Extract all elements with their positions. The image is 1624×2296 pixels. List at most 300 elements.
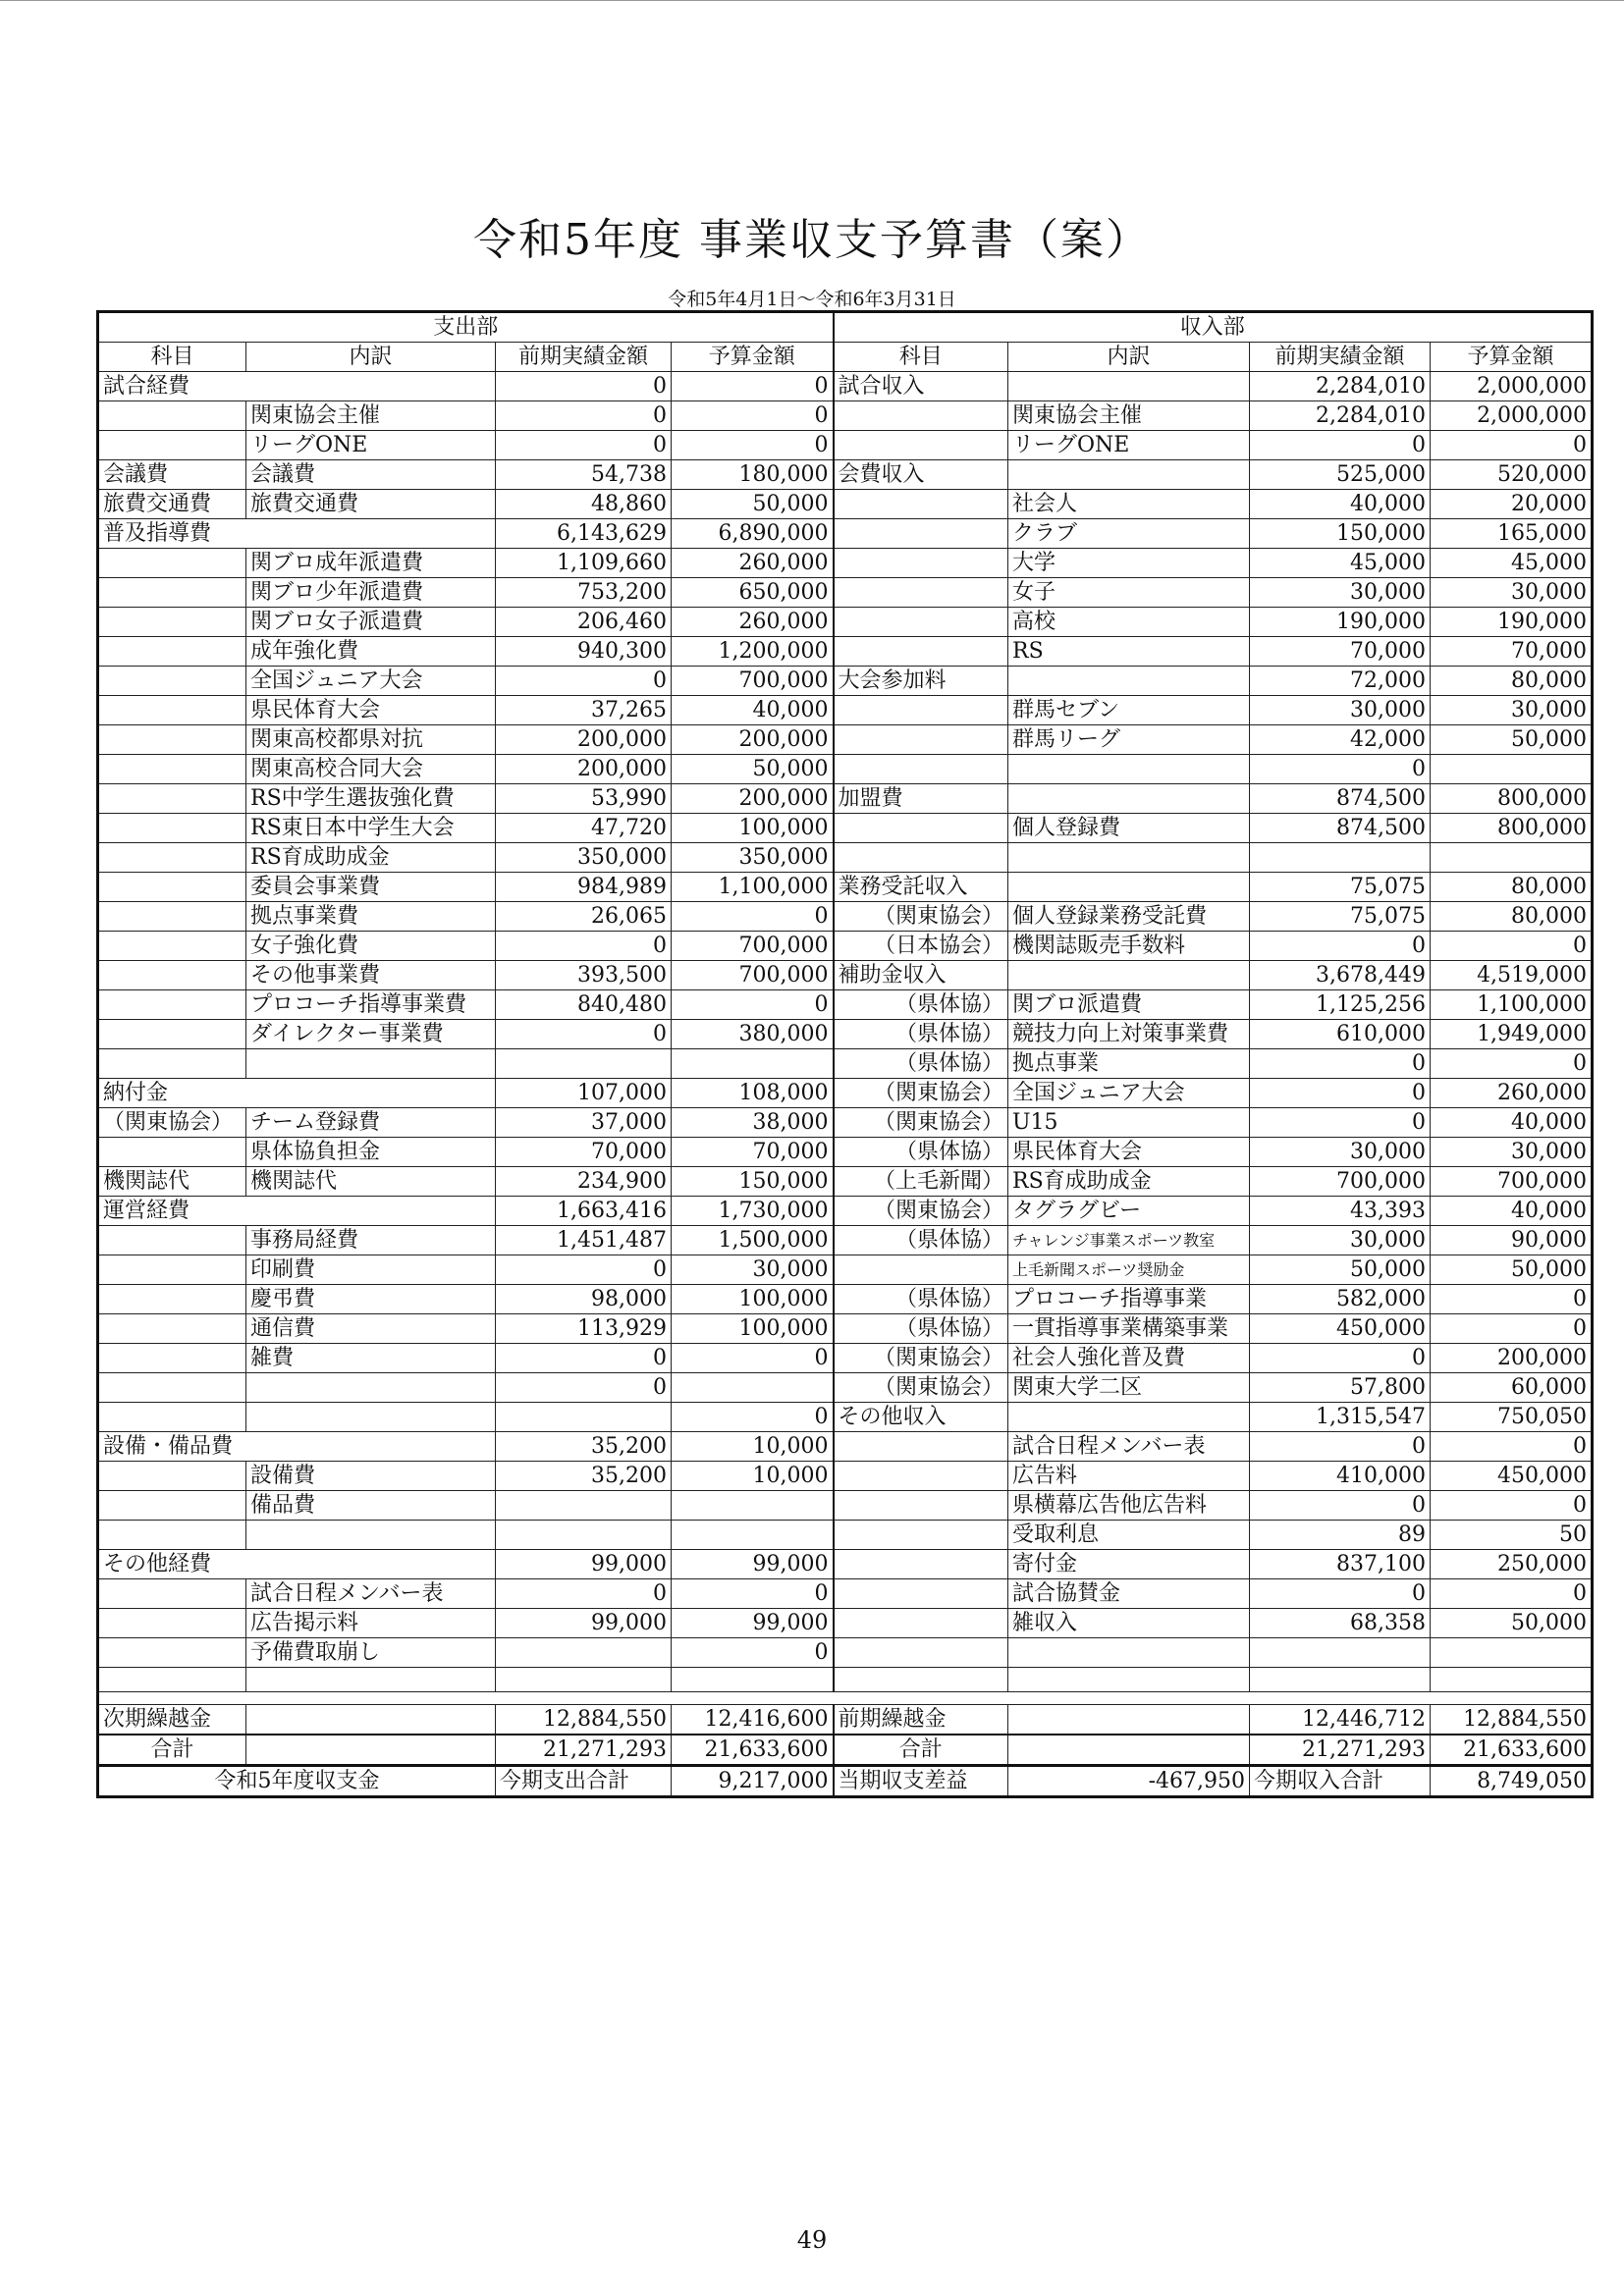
table-row: [98, 1403, 1593, 1432]
expense-category: [98, 755, 246, 784]
table-row: [98, 814, 1593, 843]
expense-category: [98, 1462, 246, 1491]
page-number: 49: [796, 2226, 828, 2254]
expense-category: [98, 1314, 246, 1344]
expense-category: [98, 784, 246, 814]
income-category: （県体協）: [834, 1049, 1008, 1079]
expense-budget-amount: 40,000: [672, 696, 834, 725]
income-category: 会費収入: [834, 460, 1008, 490]
expense-budget-amount: 50,000: [672, 755, 834, 784]
col-header: 内訳: [246, 343, 496, 372]
annual-balance-label: 令和5年度収支金: [98, 1766, 496, 1797]
income-category: [834, 401, 1008, 431]
expense-category: [98, 608, 246, 637]
table-row: [98, 784, 1593, 814]
income-budget-amount: 0: [1431, 1491, 1593, 1521]
income-budget-amount: 45,000: [1431, 549, 1593, 578]
income-prev-amount: 30,000: [1250, 578, 1431, 608]
income-prev-amount: 0: [1250, 1491, 1431, 1521]
table-row: [98, 1108, 1593, 1138]
expense-total-label: 今期支出合計: [496, 1766, 672, 1797]
expense-detail: RS中学生選抜強化費: [246, 784, 496, 814]
table-row: [98, 1197, 1593, 1226]
expense-category: [98, 902, 246, 932]
income-budget-amount: 70,000: [1431, 637, 1593, 667]
expense-detail: [246, 1403, 496, 1432]
income-detail: 雑収入: [1008, 1609, 1250, 1638]
income-detail: 上毛新聞スポーツ奨励金: [1008, 1255, 1250, 1285]
income-prev-amount: 40,000: [1250, 490, 1431, 519]
income-prev-amount: 450,000: [1250, 1314, 1431, 1344]
income-category: [834, 1638, 1008, 1668]
income-prev-amount: 582,000: [1250, 1285, 1431, 1314]
expense-prev-amount: 47,720: [496, 814, 672, 843]
income-category: [834, 431, 1008, 460]
income-prev-amount: 410,000: [1250, 1462, 1431, 1491]
document-title: 令和5年度 事業収支予算書（案）: [473, 215, 1151, 265]
expense-detail: その他事業費: [246, 961, 496, 990]
income-budget-amount: 1,100,000: [1431, 990, 1593, 1020]
expense-budget-amount: 38,000: [672, 1108, 834, 1138]
expense-budget-amount: 350,000: [672, 843, 834, 873]
fiscal-period: 令和5年4月1日～令和6年3月31日: [668, 289, 956, 310]
income-detail: 寄付金: [1008, 1550, 1250, 1579]
income-category: [834, 549, 1008, 578]
expense-category: [98, 990, 246, 1020]
income-category: 大会参加料: [834, 667, 1008, 696]
expense-budget-amount: 0: [672, 1579, 834, 1609]
income-prev-amount: 874,500: [1250, 784, 1431, 814]
expense-detail: 関東高校合同大会: [246, 755, 496, 784]
expense-prev-amount: 35,200: [496, 1462, 672, 1491]
expense-category: [98, 1255, 246, 1285]
total-income-label: 合計: [834, 1735, 1008, 1766]
income-prev-amount: 30,000: [1250, 1138, 1431, 1167]
expense-category: [98, 873, 246, 902]
income-prev-amount: 70,000: [1250, 637, 1431, 667]
income-prev-amount: 42,000: [1250, 725, 1431, 755]
expense-detail: リーグONE: [246, 431, 496, 460]
expense-category: [98, 1403, 246, 1432]
col-header: 前期実績金額: [496, 343, 672, 372]
income-budget-amount: 750,050: [1431, 1403, 1593, 1432]
income-detail: 広告料: [1008, 1462, 1250, 1491]
income-category: （関東協会）: [834, 1344, 1008, 1373]
expense-detail: 関東協会主催: [246, 401, 496, 431]
budget-table: [96, 310, 1594, 1798]
income-budget-amount: 2,000,000: [1431, 372, 1593, 401]
income-prev-amount: 0: [1250, 755, 1431, 784]
expense-detail: 広告掲示料: [246, 1609, 496, 1638]
income-prev-amount: 150,000: [1250, 519, 1431, 549]
income-category: [834, 637, 1008, 667]
expense-category: [98, 1491, 246, 1521]
expense-category: [98, 1373, 246, 1403]
expense-prev-amount: 37,265: [496, 696, 672, 725]
expense-budget-amount: [672, 1521, 834, 1550]
income-budget-amount: 80,000: [1431, 667, 1593, 696]
expense-detail: [246, 1049, 496, 1079]
income-category: [834, 1579, 1008, 1609]
income-prev-amount: [1250, 1638, 1431, 1668]
table-row: [98, 1373, 1593, 1403]
table-row: [98, 372, 1593, 401]
income-prev-amount: 0: [1250, 932, 1431, 961]
income-prev-amount: 0: [1250, 1344, 1431, 1373]
expense-prev-amount: 840,480: [496, 990, 672, 1020]
income-detail: 一貫指導事業構築事業: [1008, 1314, 1250, 1344]
total-label: 合計: [98, 1735, 246, 1766]
expense-budget-amount: 99,000: [672, 1550, 834, 1579]
expense-prev-amount: 0: [496, 1579, 672, 1609]
income-total-value: 8,749,050: [1431, 1766, 1593, 1797]
expense-budget-amount: 1,730,000: [672, 1197, 834, 1226]
table-row: [98, 1638, 1593, 1668]
expense-prev-amount: 984,989: [496, 873, 672, 902]
expense-prev-amount: 753,200: [496, 578, 672, 608]
income-detail: 個人登録費: [1008, 814, 1250, 843]
expense-detail: 女子強化費: [246, 932, 496, 961]
income-prev-amount: 57,800: [1250, 1373, 1431, 1403]
income-detail: RS育成助成金: [1008, 1167, 1250, 1197]
income-budget-amount: 520,000: [1431, 460, 1593, 490]
income-detail: 全国ジュニア大会: [1008, 1079, 1250, 1108]
expense-category: 機関誌代: [98, 1167, 246, 1197]
income-budget-amount: 30,000: [1431, 1138, 1593, 1167]
expense-prev-amount: 206,460: [496, 608, 672, 637]
income-prev-amount: 45,000: [1250, 549, 1431, 578]
table-row: [98, 961, 1593, 990]
expense-budget-amount: [672, 1373, 834, 1403]
table-row: [98, 1226, 1593, 1255]
income-category: [834, 490, 1008, 519]
income-prev-amount: 2,284,010: [1250, 372, 1431, 401]
income-detail: 群馬セブン: [1008, 696, 1250, 725]
carry-over-detail: [246, 1705, 496, 1735]
expense-prev-amount: 0: [496, 1020, 672, 1049]
income-prev-amount: 2,284,010: [1250, 401, 1431, 431]
income-detail: [1008, 873, 1250, 902]
income-category: [834, 696, 1008, 725]
expense-category: [98, 401, 246, 431]
income-category: [834, 1491, 1008, 1521]
budget-body: [98, 372, 1593, 1668]
income-prev-amount: 700,000: [1250, 1167, 1431, 1197]
income-category: [834, 608, 1008, 637]
income-category: 業務受託収入: [834, 873, 1008, 902]
income-detail: 試合日程メンバー表: [1008, 1432, 1250, 1462]
income-budget-amount: 0: [1431, 1432, 1593, 1462]
income-category: [834, 814, 1008, 843]
expense-budget-amount: 10,000: [672, 1432, 834, 1462]
expense-budget-amount: 1,200,000: [672, 637, 834, 667]
expense-budget-amount: 700,000: [672, 961, 834, 990]
expense-budget-amount: 260,000: [672, 608, 834, 637]
expense-detail: 試合日程メンバー表: [246, 1579, 496, 1609]
expense-prev-amount: 0: [496, 932, 672, 961]
expense-section-header: 支出部: [98, 312, 834, 343]
table-row: [98, 1255, 1593, 1285]
income-detail: [1008, 1403, 1250, 1432]
table-row: [98, 725, 1593, 755]
income-prev-amount: 3,678,449: [1250, 961, 1431, 990]
expense-prev-amount: 200,000: [496, 725, 672, 755]
income-prev-amount: [1250, 843, 1431, 873]
expense-detail: 全国ジュニア大会: [246, 667, 496, 696]
income-budget-amount: 50,000: [1431, 1609, 1593, 1638]
income-budget-amount: [1431, 755, 1593, 784]
expense-budget-amount: 700,000: [672, 932, 834, 961]
expense-category: [98, 1226, 246, 1255]
expense-prev-amount: 0: [496, 401, 672, 431]
income-section-header: 収入部: [834, 312, 1593, 343]
expense-category: その他経費: [98, 1550, 496, 1579]
expense-budget-amount: 108,000: [672, 1079, 834, 1108]
income-prev-amount: 874,500: [1250, 814, 1431, 843]
income-prev-amount: 50,000: [1250, 1255, 1431, 1285]
income-category: （県体協）: [834, 1314, 1008, 1344]
income-budget-amount: 260,000: [1431, 1079, 1593, 1108]
income-budget-amount: 50: [1431, 1521, 1593, 1550]
table-row: [98, 1550, 1593, 1579]
income-category: [834, 843, 1008, 873]
col-header: 科目: [834, 343, 1008, 372]
table-row: [98, 1609, 1593, 1638]
income-category: [834, 519, 1008, 549]
carry-over-prev-income: 12,446,712: [1250, 1705, 1431, 1735]
expense-budget-amount: 10,000: [672, 1462, 834, 1491]
table-row: [98, 1167, 1593, 1197]
carry-over-budget-expense: 12,416,600: [672, 1705, 834, 1735]
expense-detail: RS東日本中学生大会: [246, 814, 496, 843]
expense-category: [98, 549, 246, 578]
expense-category: [98, 725, 246, 755]
income-detail: 関ブロ派遣費: [1008, 990, 1250, 1020]
income-budget-amount: 80,000: [1431, 902, 1593, 932]
income-budget-amount: 800,000: [1431, 784, 1593, 814]
balance-diff-label: 当期収支差益: [834, 1766, 1008, 1797]
expense-detail: 関ブロ少年派遣費: [246, 578, 496, 608]
table-row: [98, 902, 1593, 932]
expense-budget-amount: 380,000: [672, 1020, 834, 1049]
income-prev-amount: 1,125,256: [1250, 990, 1431, 1020]
income-budget-amount: [1431, 843, 1593, 873]
income-detail: 大学: [1008, 549, 1250, 578]
expense-budget-amount: 0: [672, 431, 834, 460]
income-category: [834, 1521, 1008, 1550]
income-category: （県体協）: [834, 1226, 1008, 1255]
table-row: [98, 1079, 1593, 1108]
income-detail: 県横幕広告他広告料: [1008, 1491, 1250, 1521]
income-category: 加盟費: [834, 784, 1008, 814]
expense-budget-amount: 6,890,000: [672, 519, 834, 549]
total-budget-income: 21,633,600: [1431, 1735, 1593, 1766]
income-budget-amount: 90,000: [1431, 1226, 1593, 1255]
income-prev-amount: 525,000: [1250, 460, 1431, 490]
expense-category: 納付金: [98, 1079, 496, 1108]
income-detail: 社会人強化普及費: [1008, 1344, 1250, 1373]
expense-prev-amount: 0: [496, 431, 672, 460]
income-category: （県体協）: [834, 990, 1008, 1020]
income-budget-amount: 4,519,000: [1431, 961, 1593, 990]
expense-budget-amount: 100,000: [672, 1314, 834, 1344]
table-row: [98, 431, 1593, 460]
expense-prev-amount: 200,000: [496, 755, 672, 784]
expense-budget-amount: 100,000: [672, 1285, 834, 1314]
expense-budget-amount: 200,000: [672, 725, 834, 755]
expense-budget-amount: 1,500,000: [672, 1226, 834, 1255]
expense-prev-amount: 0: [496, 1373, 672, 1403]
expense-prev-amount: 1,663,416: [496, 1197, 672, 1226]
expense-budget-amount: 0: [672, 990, 834, 1020]
income-prev-amount: 0: [1250, 431, 1431, 460]
income-detail: RS: [1008, 637, 1250, 667]
expense-category: [98, 814, 246, 843]
expense-detail: 備品費: [246, 1491, 496, 1521]
income-category: [834, 1432, 1008, 1462]
income-prev-amount: 72,000: [1250, 667, 1431, 696]
expense-budget-amount: 180,000: [672, 460, 834, 490]
table-row: [98, 549, 1593, 578]
expense-detail: チーム登録費: [246, 1108, 496, 1138]
table-row: [98, 696, 1593, 725]
expense-category: [98, 1609, 246, 1638]
table-row: [98, 637, 1593, 667]
annual-balance-row: [98, 1766, 1593, 1797]
expense-detail: RS育成助成金: [246, 843, 496, 873]
expense-detail: 拠点事業費: [246, 902, 496, 932]
expense-detail: 事務局経費: [246, 1226, 496, 1255]
expense-category: [98, 1020, 246, 1049]
expense-total-value: 9,217,000: [672, 1766, 834, 1797]
table-row: [98, 608, 1593, 637]
expense-category: [98, 696, 246, 725]
expense-prev-amount: 6,143,629: [496, 519, 672, 549]
income-budget-amount: 40,000: [1431, 1108, 1593, 1138]
total-prev-income: 21,271,293: [1250, 1735, 1431, 1766]
income-budget-amount: 450,000: [1431, 1462, 1593, 1491]
expense-detail: 予備費取崩し: [246, 1638, 496, 1668]
expense-detail: ダイレクター事業費: [246, 1020, 496, 1049]
expense-prev-amount: 0: [496, 667, 672, 696]
table-row: [98, 1432, 1593, 1462]
income-detail: 高校: [1008, 608, 1250, 637]
expense-prev-amount: 107,000: [496, 1079, 672, 1108]
table-row: [98, 1579, 1593, 1609]
expense-prev-amount: 99,000: [496, 1550, 672, 1579]
table-row: [98, 1462, 1593, 1491]
income-detail: 個人登録業務受託費: [1008, 902, 1250, 932]
expense-budget-amount: 0: [672, 1638, 834, 1668]
expense-category: 普及指導費: [98, 519, 496, 549]
expense-category: 運営経費: [98, 1197, 496, 1226]
income-budget-amount: 190,000: [1431, 608, 1593, 637]
table-row: [98, 1138, 1593, 1167]
income-detail: リーグONE: [1008, 431, 1250, 460]
income-detail: 試合協賛金: [1008, 1579, 1250, 1609]
income-category: （県体協）: [834, 1020, 1008, 1049]
expense-prev-amount: 37,000: [496, 1108, 672, 1138]
income-prev-amount: 0: [1250, 1049, 1431, 1079]
top-edge-line: [0, 0, 1624, 1]
income-budget-amount: 0: [1431, 431, 1593, 460]
table-row: [98, 932, 1593, 961]
income-detail: 拠点事業: [1008, 1049, 1250, 1079]
income-budget-amount: 60,000: [1431, 1373, 1593, 1403]
expense-budget-amount: 30,000: [672, 1255, 834, 1285]
expense-category: [98, 637, 246, 667]
income-budget-amount: 0: [1431, 1049, 1593, 1079]
expense-prev-amount: 99,000: [496, 1609, 672, 1638]
income-prev-amount: 0: [1250, 1579, 1431, 1609]
income-detail: [1008, 755, 1250, 784]
income-prev-amount: 0: [1250, 1108, 1431, 1138]
expense-category: [98, 1049, 246, 1079]
expense-prev-amount: 393,500: [496, 961, 672, 990]
income-detail: [1008, 961, 1250, 990]
expense-category: （関東協会）: [98, 1108, 246, 1138]
expense-prev-amount: 234,900: [496, 1167, 672, 1197]
expense-category: 試合経費: [98, 372, 496, 401]
income-category: その他収入: [834, 1403, 1008, 1432]
income-budget-amount: 0: [1431, 1314, 1593, 1344]
income-category: [834, 578, 1008, 608]
income-detail: 関東大学二区: [1008, 1373, 1250, 1403]
expense-budget-amount: 0: [672, 1344, 834, 1373]
income-detail: [1008, 372, 1250, 401]
expense-prev-amount: 940,300: [496, 637, 672, 667]
expense-detail: 会議費: [246, 460, 496, 490]
expense-prev-amount: [496, 1049, 672, 1079]
expense-detail: 関ブロ成年派遣費: [246, 549, 496, 578]
expense-prev-amount: [496, 1638, 672, 1668]
expense-budget-amount: 150,000: [672, 1167, 834, 1197]
income-detail: 競技力向上対策事業費: [1008, 1020, 1250, 1049]
expense-category: [98, 1344, 246, 1373]
table-row: [98, 667, 1593, 696]
expense-budget-amount: 100,000: [672, 814, 834, 843]
expense-category: 会議費: [98, 460, 246, 490]
expense-budget-amount: 200,000: [672, 784, 834, 814]
total-income-detail: [1008, 1735, 1250, 1766]
table-row: [98, 519, 1593, 549]
expense-category: 設備・備品費: [98, 1432, 496, 1462]
table-row: [98, 401, 1593, 431]
income-budget-amount: 20,000: [1431, 490, 1593, 519]
expense-budget-amount: 260,000: [672, 549, 834, 578]
income-category: [834, 1609, 1008, 1638]
income-prev-amount: 68,358: [1250, 1609, 1431, 1638]
income-category: （県体協）: [834, 1138, 1008, 1167]
income-prev-amount: 30,000: [1250, 696, 1431, 725]
col-header: 予算金額: [672, 343, 834, 372]
expense-budget-amount: 700,000: [672, 667, 834, 696]
income-detail: 機関誌販売手数料: [1008, 932, 1250, 961]
expense-budget-amount: 70,000: [672, 1138, 834, 1167]
expense-prev-amount: 35,200: [496, 1432, 672, 1462]
income-detail: 関東協会主催: [1008, 401, 1250, 431]
income-detail: [1008, 460, 1250, 490]
income-category: （関東協会）: [834, 902, 1008, 932]
expense-prev-amount: 1,451,487: [496, 1226, 672, 1255]
table-row: [98, 990, 1593, 1020]
expense-prev-amount: 0: [496, 372, 672, 401]
income-category: （関東協会）: [834, 1079, 1008, 1108]
table-row: [98, 843, 1593, 873]
income-category: 試合収入: [834, 372, 1008, 401]
carry-over-label: 次期繰越金: [98, 1705, 246, 1735]
carry-over-income-label: 前期繰越金: [834, 1705, 1008, 1735]
